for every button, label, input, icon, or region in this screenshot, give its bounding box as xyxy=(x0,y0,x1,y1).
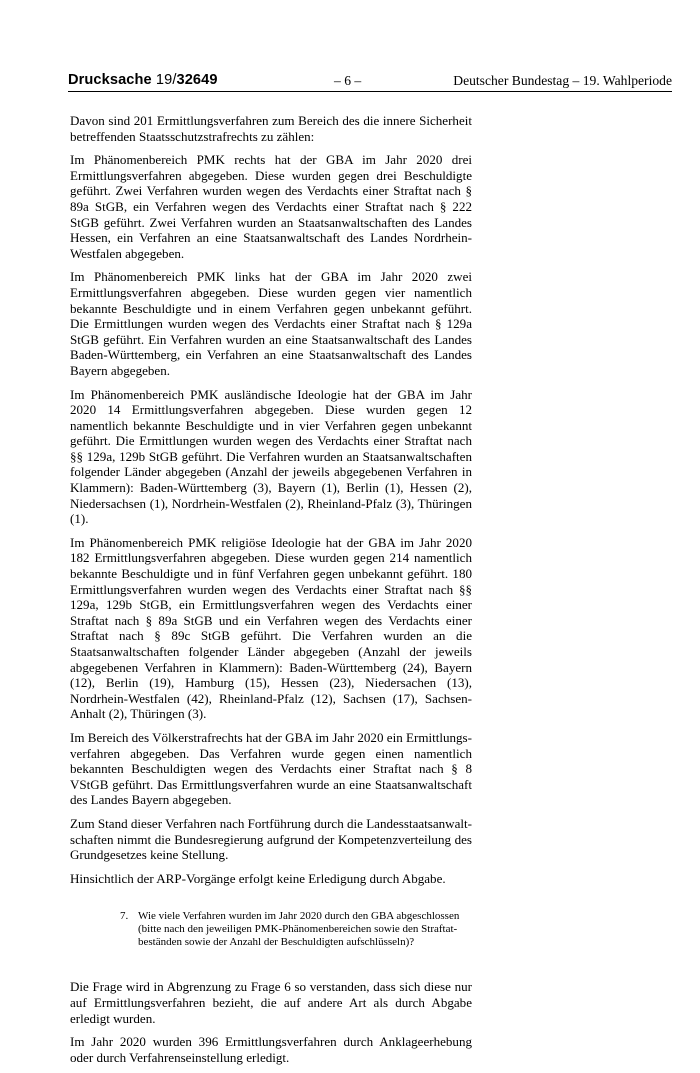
paragraph: Hinsichtlich der ARP-Vorgänge erfolgt keine Erledigung durch Abgabe. xyxy=(70,870,446,886)
answer-paragraph: Im Jahr 2020 wurden 396 Ermittlungsverfahren durch Anklageerhebung oder durch Verfahrenseinstellung erledigt. xyxy=(70,1034,472,1065)
header-divider xyxy=(68,91,672,92)
paragraph: Davon sind 201 Ermittlungsverfahren zum Bereich des die innere Sicherheit betreffenden Staatsschutzstrafrechts zu zählen: xyxy=(70,113,472,144)
question-block xyxy=(120,910,472,949)
document-body xyxy=(70,113,472,1073)
page-header xyxy=(68,72,672,90)
answer-paragraph: Die Frage wird in Abgrenzung zu Frage 6 so verstanden, dass sich diese nur auf Ermittlungsverfahren bezieht, die auf andere Art als durch Abgabe erledigt wurden. xyxy=(70,979,472,1026)
paragraph: Im Phänomenbereich PMK ausländische Ideologie hat der GBA im Jahr 2020 14 Ermittlungsverfahren abgegeben. Diese wurden gegen 12 namentlich bekannte Beschuldigte und in vier Verfahren gegen unbekannt geführt. Die Ermittlungen wurden wegen des Verdachts einer Straftat nach §§ 129a, 129b StGB geführt. Die Verfahren wurden an Staatsanwaltschaften folgender Länder abgegeben (Anzahl der jeweils abgegebenen Verfahren in Klammern): Baden-Württemberg (3), Bayern (1), Berlin (1), Hessen (2), Niedersachsen (1), Nordrhein-Westfalen (2), Rheinland-Pfalz (3), Thüringen (1). xyxy=(70,386,472,527)
document-number-prefix: 19/ xyxy=(155,72,177,88)
page-number: – 6 – xyxy=(334,73,362,88)
question-number: 7. xyxy=(120,910,129,923)
document-label: Drucksache xyxy=(68,72,152,88)
paragraph: Im Phänomenbereich PMK religiöse Ideologie hat der GBA im Jahr 2020 182 Ermittlungsverfahren abgegeben. Diese wurden gegen 214 namentlich bekannte Beschuldigte und in fünf Verfahren gegen unbekannt geführt. 180 Ermittlungsverfahren wurden wegen des Verdachts einer Straftat nach §§ 129a, 129b StGB, ein Ermittlungsverfahren wegen des Verdachts einer Straftat nach § 89a StGB und ein Verfahren wegen des Verdachts einer Straftat nach § 89c StGB geführt. Die Verfahren wurden an die Staatsanwaltschaften folgender Länder abgegeben (Anzahl der jeweils abgegebenen Verfahren in Klammern): Baden-Württemberg (24), Bayern (12), Berlin (19), Hamburg (15), Hessen (23), Niedersachen (13), Nordrhein-Westfalen (42), Rheinland-Pfalz (12), Sachsen (17), Sachsen-Anhalt (2), Thüringen (3). xyxy=(70,534,472,722)
paragraph: Im Bereich des Völkerstrafrechts hat der GBA im Jahr 2020 ein Ermittlungsverfahren abgegeben. Das Verfahren wurde gegen einen namentlich bekannten Beschuldigten wegen des Verdachts einer Straftat nach § 8 VStGB geführt. Das Ermittlungsverfahren wurde an eine Staatsanwaltschaft des Landes Bayern abgegeben. xyxy=(70,729,472,808)
paragraph: Im Phänomenbereich PMK links hat der GBA im Jahr 2020 zwei Ermittlungsverfahren abgegeben. Diese wurden gegen vier namentlich bekannte Beschuldigte und in einem Verfahren gegen unbekannt geführt. Die Ermittlungen wurden wegen des Verdachts einer Straftat nach § 129a StGB geführt. Ein Verfahren wurden an eine Staatsanwaltschaft des Landes Baden-Württemberg, ein Verfahren an eine Staatsanwaltschaft des Landes Bayern abgegeben. xyxy=(70,269,472,378)
document-number xyxy=(68,72,218,88)
paragraph: Zum Stand dieser Verfahren nach Fortführung durch die Landesstaatsanwaltschaften nimmt die Bundesregierung aufgrund der Kompetenzverteilung des Grundgesetzes keine Stellung. xyxy=(70,815,472,863)
parliament-term: Deutscher Bundestag – 19. Wahlperiode xyxy=(453,73,672,88)
document-number-value: 32649 xyxy=(176,72,218,88)
paragraph: Im Phänomenbereich PMK rechts hat der GBA im Jahr 2020 drei Ermittlungsverfahren abgegeben. Diese wurden gegen drei Beschuldigte geführt. Zwei Verfahren wurden wegen des Verdachts einer Straftat nach § 89a StGB, ein Verfahren wegen des Verdachts einer Straftat nach § 222 StGB geführt. Zwei Verfahren wurden an Staatsanwaltschaften des Landes Hessen, ein Verfahren an eine Staatsanwaltschaft des Landes Nordrhein-Westfalen abgegeben. xyxy=(70,152,472,261)
question-text: Wie viele Verfahren wurden im Jahr 2020 durch den GBA abgeschlossen (bitte nach den jeweiligen PMK-Phänomenbereichen sowie den Straftatbeständen sowie der Anzahl der Beschuldigten aufschlüsseln)? xyxy=(138,910,460,949)
